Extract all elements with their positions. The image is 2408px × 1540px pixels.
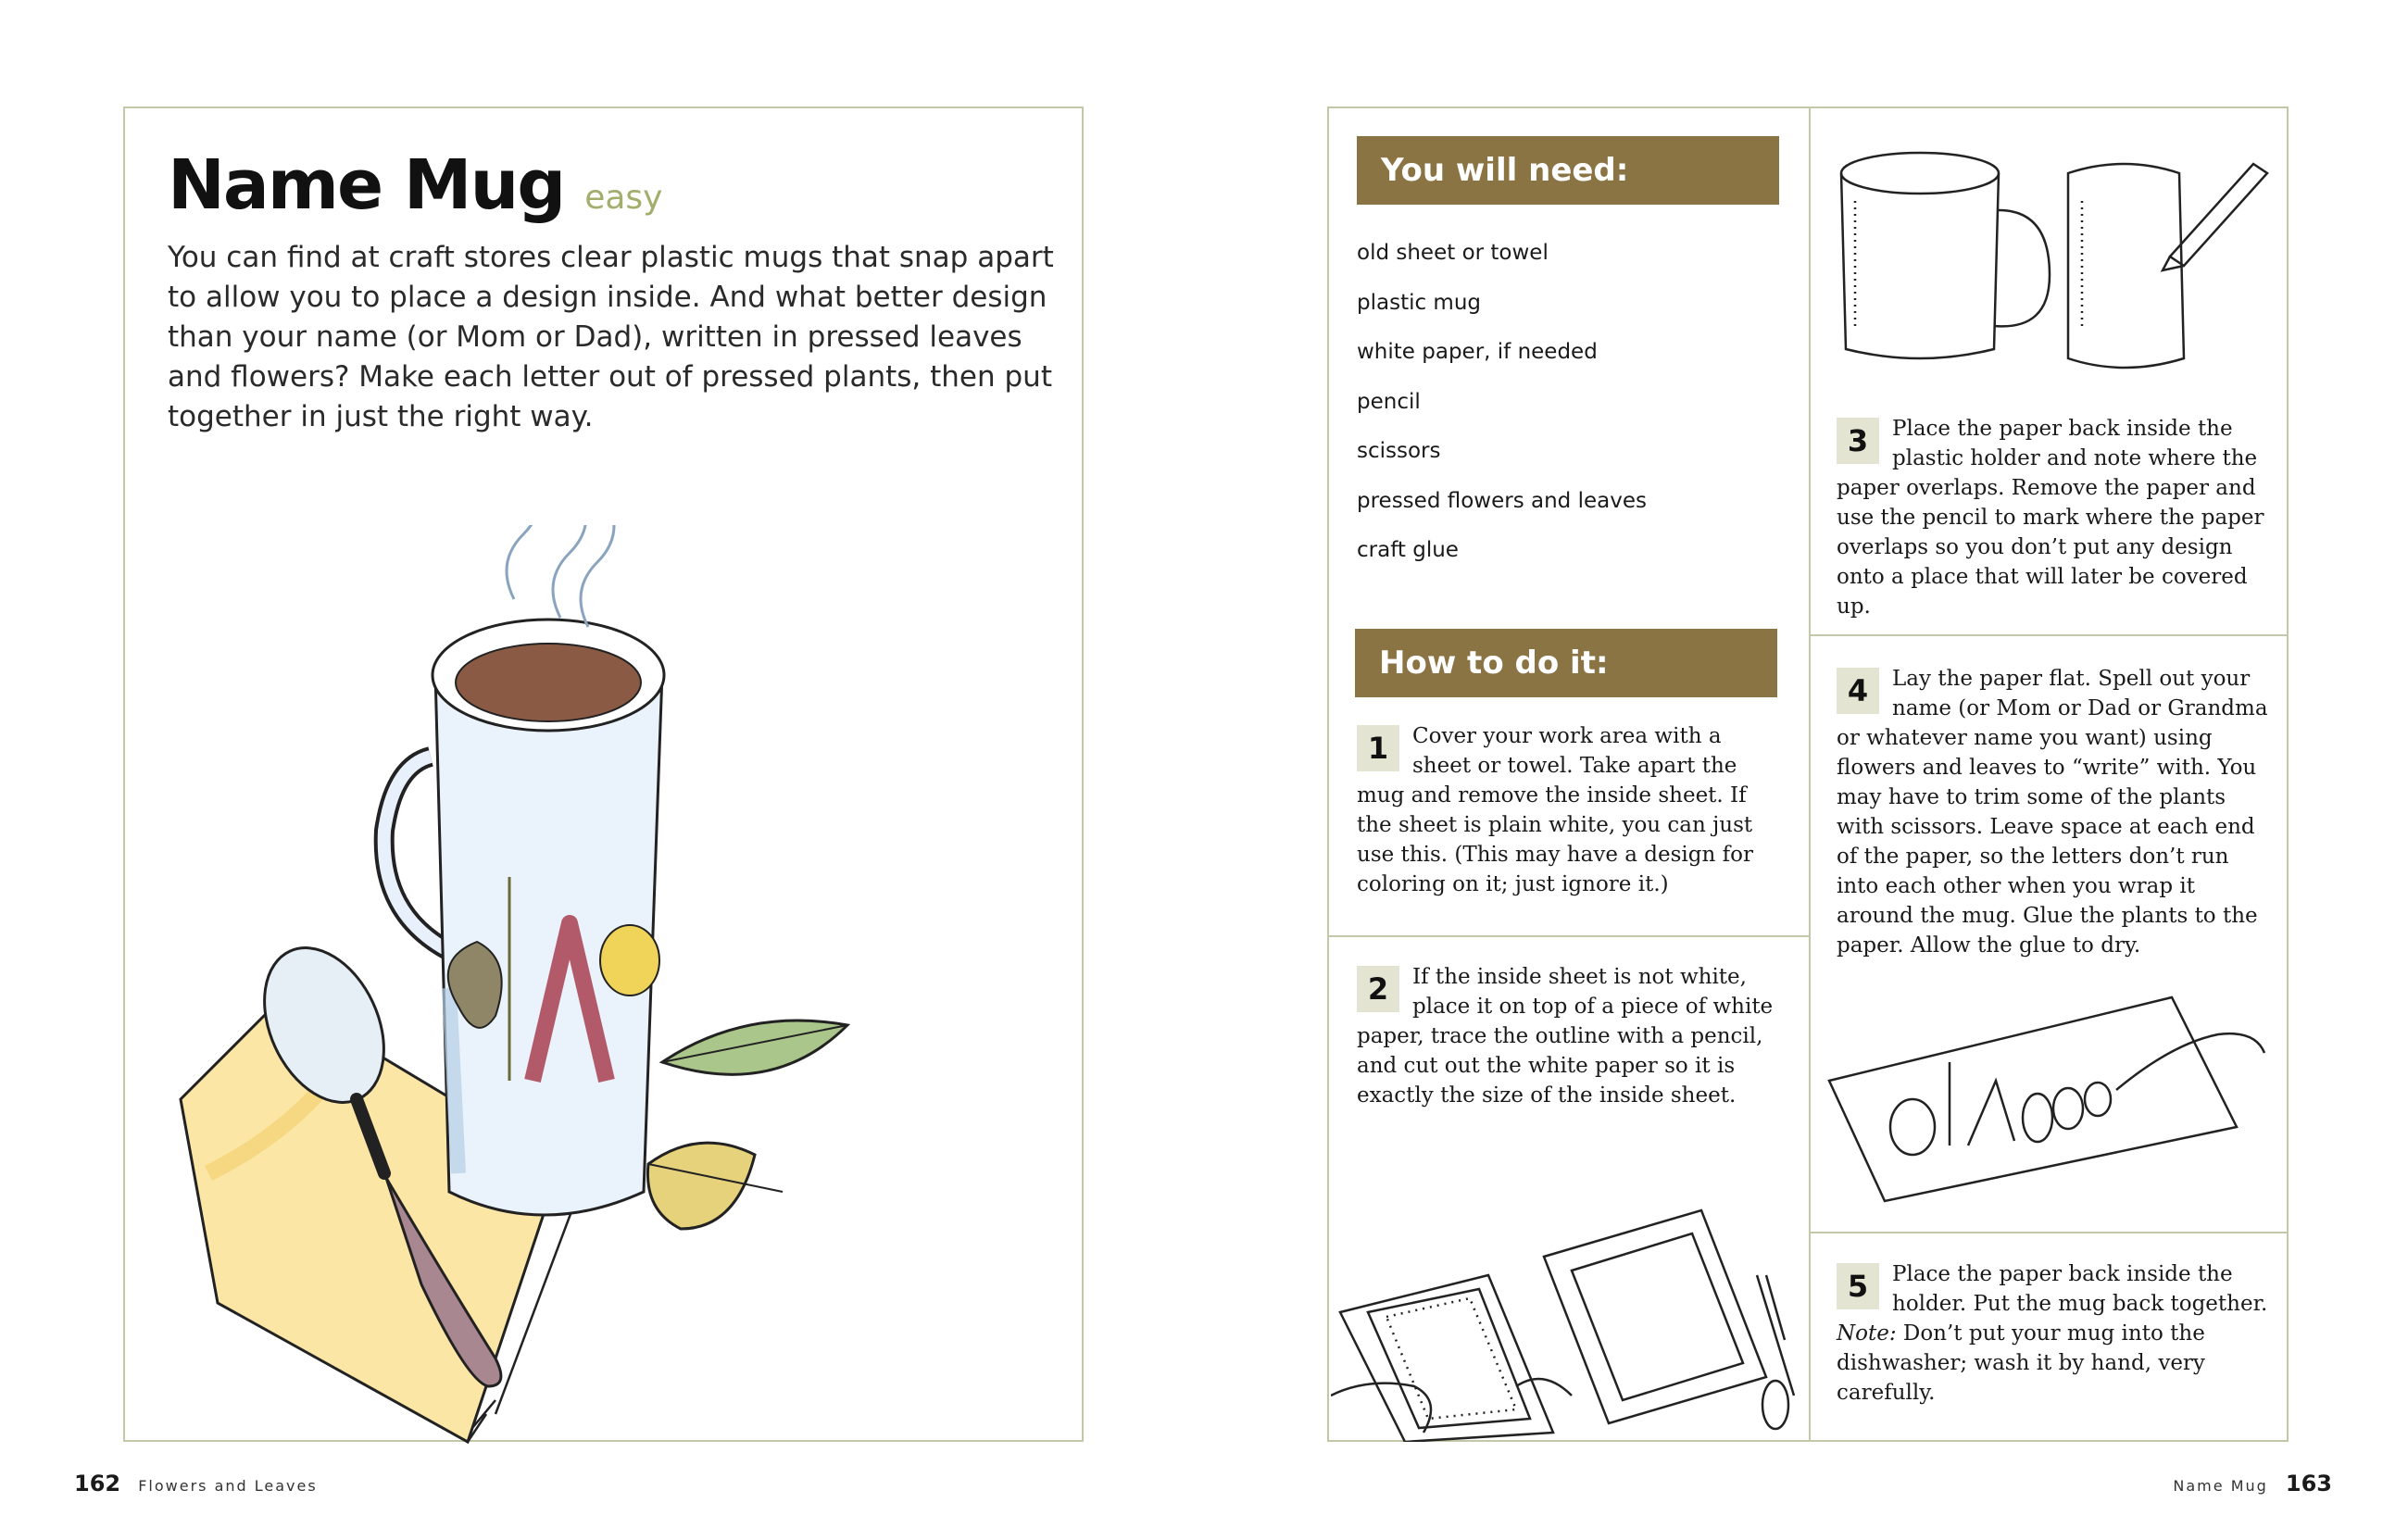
material-item: white paper, if needed xyxy=(1357,340,1598,364)
page-number-left: 162 xyxy=(74,1471,121,1496)
paper-layout-icon xyxy=(1829,997,2264,1201)
row-divider xyxy=(1809,1232,2289,1233)
material-item: pressed flowers and leaves xyxy=(1357,488,1647,513)
instructions-panel xyxy=(1327,106,2289,1442)
you-will-need-heading: You will need: xyxy=(1357,136,1779,205)
row-divider xyxy=(1809,634,2289,636)
step-number-badge: 4 xyxy=(1837,668,1879,714)
page-number-right: 163 xyxy=(2285,1471,2332,1496)
material-item: old sheet or towel xyxy=(1357,241,1549,265)
step-number-badge: 5 xyxy=(1837,1263,1879,1309)
tracing-illustration xyxy=(1331,1201,1807,1442)
loose-leaf-icon xyxy=(647,1020,847,1229)
materials-list xyxy=(1357,229,1783,576)
step-text: If the inside sheet is not white, place it on top of a piece of white paper, trace the outline with a pencil, and cut out the white paper so it is exactly the size of the inside sheet. xyxy=(1357,965,1774,1108)
steam-icon xyxy=(507,525,614,627)
paper-tracing-icon xyxy=(1331,1210,1794,1442)
step-text: Place the paper back inside the plastic holder and note where the paper overlaps. Remove the paper and use the pencil to mark where the paper overlaps so you don’t put any design onto a place that will later be covered up. xyxy=(1837,417,2264,619)
gluing-illustration xyxy=(1820,960,2283,1229)
title-row xyxy=(168,145,663,225)
step-text: Place the paper back inside the holder. Put the mug back together. xyxy=(1892,1262,2268,1316)
material-item: scissors xyxy=(1357,439,1441,463)
difficulty-label: easy xyxy=(584,179,663,217)
material-item: plastic mug xyxy=(1357,290,1482,315)
step-number-badge: 2 xyxy=(1357,966,1399,1012)
paper-pencil-icon xyxy=(2068,164,2267,368)
section-name-left: Flowers and Leaves xyxy=(138,1477,318,1495)
note-text: Don’t put your mug into the dishwasher; wash it by hand, very carefully. xyxy=(1837,1321,2205,1405)
section-name-right: Name Mug xyxy=(2173,1477,2268,1495)
step-text: Lay the paper flat. Spell out your name (or Mom or Dad or Grandma or whatever name you want) using flowers and leaves to “write” with. You may have to trim some of the plants with scissors. Leave space at each end of the paper, so the letters don’t run into each other when you wrap it around the mug. Glue the plants to the paper. Allow the glue to dry. xyxy=(1837,667,2268,958)
step-3 xyxy=(1837,414,2272,621)
right-page-footer xyxy=(2173,1471,2332,1496)
step-5 xyxy=(1837,1259,2272,1408)
how-to-heading: How to do it: xyxy=(1355,629,1777,697)
material-item: craft glue xyxy=(1357,538,1459,562)
column-divider xyxy=(1809,108,1811,1440)
left-page-footer xyxy=(74,1471,318,1496)
step-text: Cover your work area with a sheet or towel. Take apart the mug and remove the inside sheet. If the sheet is plain white, you can just use this. (This may have a design for coloring on it; just ignore it.) xyxy=(1357,724,1753,896)
note-label: Note: xyxy=(1837,1321,1897,1346)
project-intro-panel xyxy=(123,106,1084,1442)
step-number-badge: 3 xyxy=(1837,418,1879,464)
step-2 xyxy=(1357,962,1787,1110)
step-number-badge: 1 xyxy=(1357,725,1399,771)
plastic-mug-icon xyxy=(1841,153,2050,358)
intro-paragraph: You can find at craft stores clear plastic mugs that snap apart to allow you to place a design inside. And what better design than your name (or Mom or Dad), written in pressed leaves and flowers? Make each letter out of pressed plants, then put together in just the right way. xyxy=(168,241,1054,433)
mug-illustration xyxy=(144,525,1116,1451)
step-4 xyxy=(1837,664,2272,960)
material-item: pencil xyxy=(1357,389,1421,414)
row-divider xyxy=(1329,935,1809,937)
mug-holder-illustration xyxy=(1818,145,2281,386)
step-1 xyxy=(1357,721,1783,899)
project-title: Name Mug xyxy=(168,145,565,225)
